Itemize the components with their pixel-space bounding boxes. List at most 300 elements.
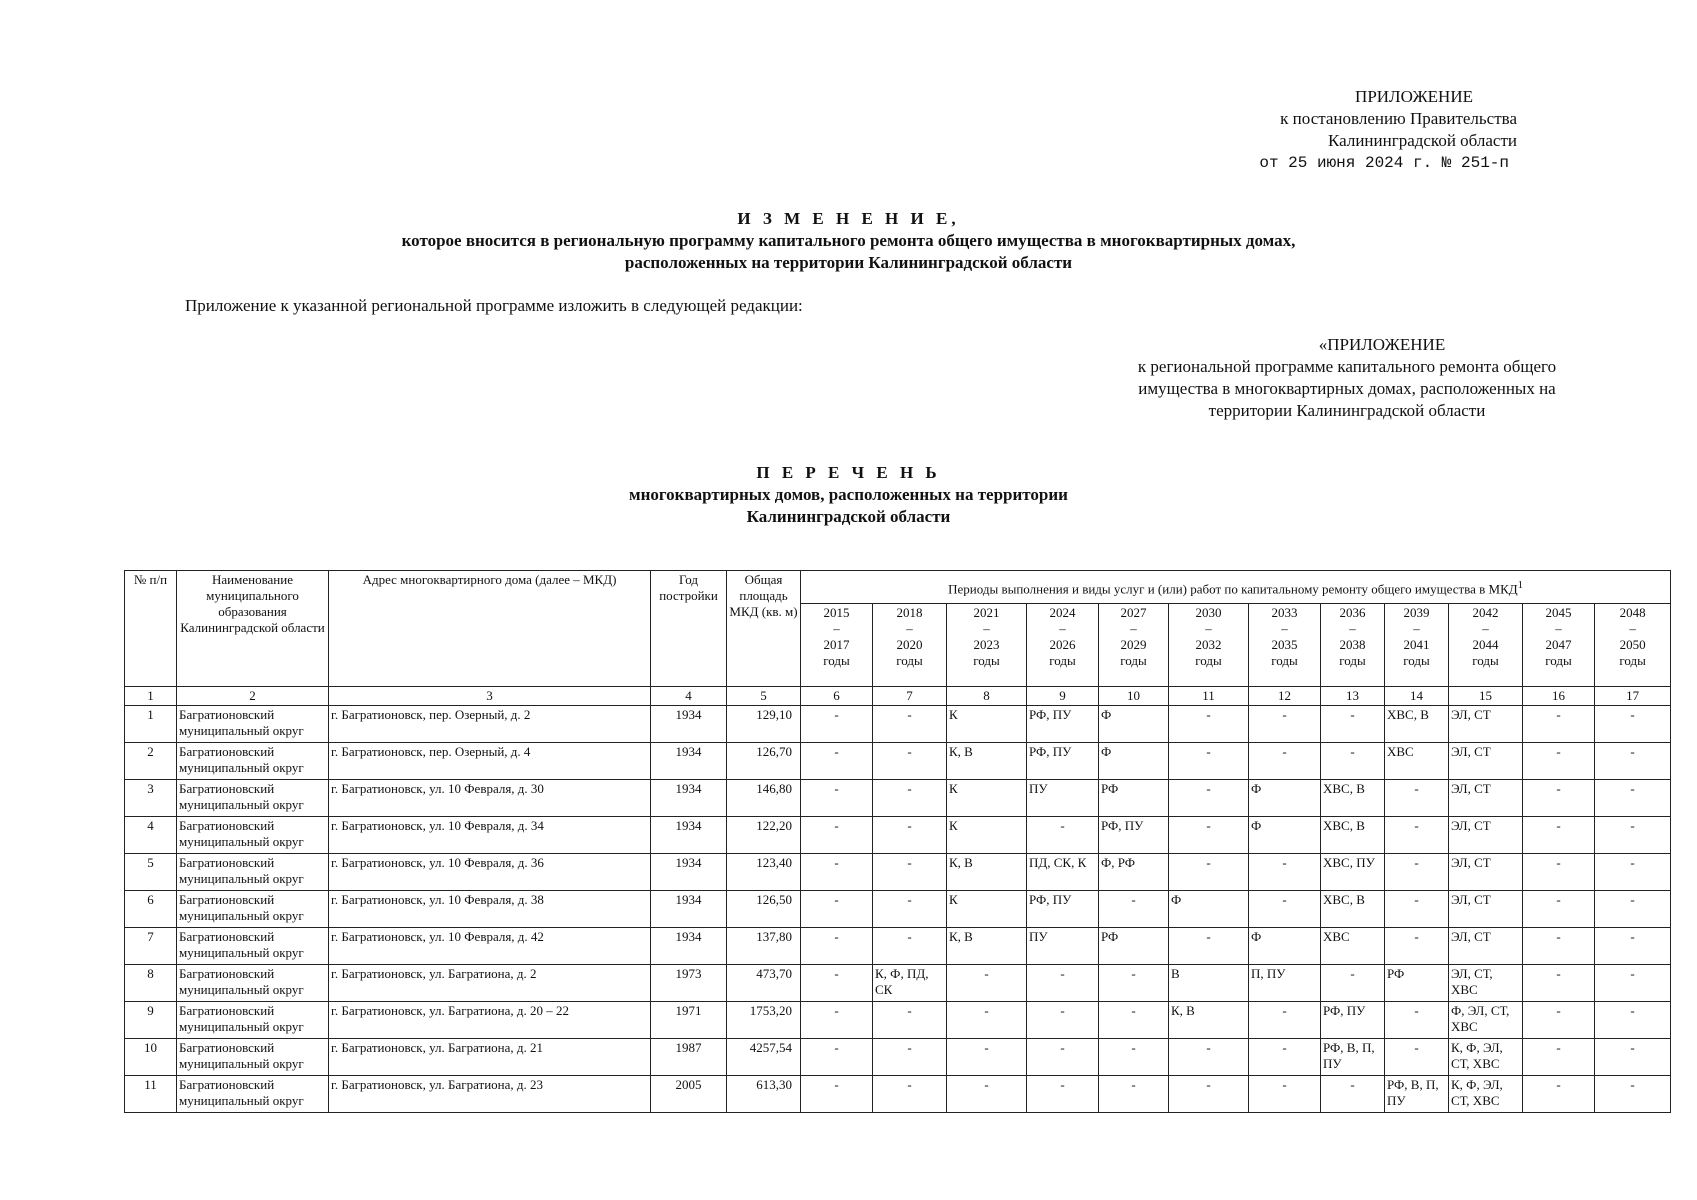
row-period-work: В <box>1169 965 1249 1002</box>
period-start: 2024 <box>1049 605 1076 620</box>
appendix-date: от 25 июня 2024 г. № 251-п <box>1259 154 1509 172</box>
row-area: 137,80 <box>727 928 801 965</box>
period-dash: – <box>1629 621 1636 636</box>
row-period-work: - <box>1595 854 1671 891</box>
column-number: 1 <box>125 687 177 706</box>
table-row <box>125 743 1671 780</box>
period-start: 2033 <box>1271 605 1298 620</box>
row-period-work: Ф <box>1099 706 1169 743</box>
column-number: 4 <box>651 687 727 706</box>
period-start: 2018 <box>896 605 923 620</box>
row-municipality: Багратионовский муниципальный округ <box>177 1039 329 1076</box>
row-period-work: РФ <box>1099 928 1169 965</box>
row-period-work: Ф <box>1169 891 1249 928</box>
row-period-work: - <box>1321 1076 1385 1113</box>
list-line-1: многоквартирных домов, расположенных на территории <box>629 485 1068 504</box>
row-period-work: РФ, ПУ <box>1027 706 1099 743</box>
row-period-work: - <box>801 928 873 965</box>
period-dash: – <box>1555 621 1562 636</box>
row-address: г. Багратионовск, ул. Багратиона, д. 20 – 22 <box>329 1002 651 1039</box>
period-header <box>801 604 873 687</box>
period-start: 2045 <box>1545 605 1572 620</box>
row-address: г. Багратионовск, ул. 10 Февраля, д. 34 <box>329 817 651 854</box>
header-periods-footnote: 1 <box>1517 578 1524 591</box>
period-dash: – <box>1482 621 1489 636</box>
change-title: И З М Е Н Е Н И Е, <box>737 209 960 228</box>
period-dash: – <box>1130 621 1137 636</box>
row-period-work: - <box>1523 1039 1595 1076</box>
row-period-work: Ф <box>1249 817 1321 854</box>
table-row <box>125 1002 1671 1039</box>
row-period-work: РФ, ПУ <box>1099 817 1169 854</box>
row-period-work: К <box>947 706 1027 743</box>
row-period-work: - <box>801 706 873 743</box>
row-period-work: ЭЛ, СТ <box>1449 928 1523 965</box>
table-row <box>125 965 1671 1002</box>
row-period-work: К, Ф, ЭЛ, СТ, ХВС <box>1449 1039 1523 1076</box>
change-line-1: которое вносится в региональную программу капитального ремонта общего имущества в многоквартирных домах, <box>401 231 1296 250</box>
row-period-work: - <box>1595 1039 1671 1076</box>
table-row <box>125 780 1671 817</box>
row-period-work: - <box>1027 1039 1099 1076</box>
row-period-work: - <box>1385 780 1449 817</box>
row-period-work: - <box>873 706 947 743</box>
table-body <box>125 706 1671 1113</box>
row-municipality: Багратионовский муниципальный округ <box>177 965 329 1002</box>
period-dash: – <box>1281 621 1288 636</box>
row-period-work: РФ <box>1385 965 1449 1002</box>
row-period-work: - <box>1321 743 1385 780</box>
period-dash: – <box>983 621 990 636</box>
row-municipality: Багратионовский муниципальный округ <box>177 854 329 891</box>
period-header <box>1099 604 1169 687</box>
row-period-work: - <box>1169 780 1249 817</box>
row-period-work: РФ, ПУ <box>1321 1002 1385 1039</box>
period-end: 2017 <box>823 637 850 652</box>
period-unit: годы <box>1120 653 1147 668</box>
row-period-work: К, Ф, ЭЛ, СТ, ХВС <box>1449 1076 1523 1113</box>
column-number: 10 <box>1099 687 1169 706</box>
row-number: 4 <box>125 817 177 854</box>
period-unit: годы <box>1545 653 1572 668</box>
row-period-work: ЭЛ, СТ <box>1449 854 1523 891</box>
period-unit: годы <box>1472 653 1499 668</box>
row-period-work: Ф <box>1249 780 1321 817</box>
period-unit: годы <box>1339 653 1366 668</box>
column-number: 12 <box>1249 687 1321 706</box>
column-number: 13 <box>1321 687 1385 706</box>
header-periods <box>801 571 1671 604</box>
change-line-2: расположенных на территории Калининградской области <box>624 253 1073 272</box>
row-period-work: РФ, В, П, ПУ <box>1321 1039 1385 1076</box>
row-area: 126,70 <box>727 743 801 780</box>
row-municipality: Багратионовский муниципальный округ <box>177 780 329 817</box>
row-year: 1934 <box>651 780 727 817</box>
row-area: 473,70 <box>727 965 801 1002</box>
row-area: 1753,20 <box>727 1002 801 1039</box>
row-area: 129,10 <box>727 706 801 743</box>
row-year: 1987 <box>651 1039 727 1076</box>
row-period-work: - <box>947 965 1027 1002</box>
table-row <box>125 1076 1671 1113</box>
row-period-work: - <box>801 743 873 780</box>
period-header <box>947 604 1027 687</box>
period-header <box>1523 604 1595 687</box>
row-period-work: ЭЛ, СТ <box>1449 817 1523 854</box>
table-row <box>125 891 1671 928</box>
row-period-work: - <box>1027 1076 1099 1113</box>
row-period-work: - <box>1169 706 1249 743</box>
row-period-work: - <box>801 817 873 854</box>
row-period-work: - <box>873 1076 947 1113</box>
row-municipality: Багратионовский муниципальный округ <box>177 891 329 928</box>
row-municipality: Багратионовский муниципальный округ <box>177 743 329 780</box>
row-period-work: - <box>1595 743 1671 780</box>
period-header <box>873 604 947 687</box>
period-dash: – <box>906 621 913 636</box>
row-period-work: - <box>1595 928 1671 965</box>
row-year: 1973 <box>651 965 727 1002</box>
column-number: 8 <box>947 687 1027 706</box>
row-period-work: - <box>873 1039 947 1076</box>
row-period-work: - <box>1169 854 1249 891</box>
row-period-work: - <box>947 1039 1027 1076</box>
period-unit: годы <box>823 653 850 668</box>
row-period-work: - <box>1169 743 1249 780</box>
period-header <box>1249 604 1321 687</box>
period-end: 2038 <box>1339 637 1366 652</box>
row-period-work: - <box>947 1076 1027 1113</box>
column-number: 2 <box>177 687 329 706</box>
period-end: 2035 <box>1271 637 1298 652</box>
period-start: 2027 <box>1120 605 1147 620</box>
row-number: 3 <box>125 780 177 817</box>
row-period-work: ХВС, В <box>1321 780 1385 817</box>
row-period-work: - <box>1321 965 1385 1002</box>
row-period-work: - <box>1169 1039 1249 1076</box>
row-period-work: - <box>1523 743 1595 780</box>
row-period-work: - <box>873 743 947 780</box>
row-period-work: ПУ <box>1027 780 1099 817</box>
row-period-work: К, В <box>947 743 1027 780</box>
row-period-work: - <box>1385 891 1449 928</box>
column-number: 11 <box>1169 687 1249 706</box>
row-period-work: - <box>1249 1039 1321 1076</box>
row-period-work: К, В <box>947 928 1027 965</box>
period-dash: – <box>833 621 840 636</box>
period-start: 2039 <box>1403 605 1430 620</box>
row-period-work: - <box>1385 1039 1449 1076</box>
row-municipality: Багратионовский муниципальный округ <box>177 706 329 743</box>
row-period-work: К, В <box>947 854 1027 891</box>
row-period-work: РФ, В, П, ПУ <box>1385 1076 1449 1113</box>
program-appendix-line-2: имущества в многоквартирных домах, расположенных на <box>1138 379 1556 398</box>
period-start: 2030 <box>1195 605 1222 620</box>
row-period-work: - <box>1249 891 1321 928</box>
period-unit: годы <box>973 653 1000 668</box>
column-number: 16 <box>1523 687 1595 706</box>
period-header <box>1321 604 1385 687</box>
program-appendix-block <box>1107 334 1587 422</box>
row-municipality: Багратионовский муниципальный округ <box>177 1002 329 1039</box>
row-area: 123,40 <box>727 854 801 891</box>
row-period-work: - <box>1169 928 1249 965</box>
row-year: 1934 <box>651 743 727 780</box>
row-period-work: - <box>1099 1002 1169 1039</box>
period-end: 2041 <box>1403 637 1430 652</box>
appendix-block <box>1197 86 1517 174</box>
period-unit: годы <box>1619 653 1646 668</box>
row-period-work: - <box>1385 928 1449 965</box>
period-start: 2021 <box>973 605 1000 620</box>
row-period-work: - <box>1523 817 1595 854</box>
row-period-work: РФ, ПУ <box>1027 743 1099 780</box>
row-period-work: - <box>1099 1076 1169 1113</box>
row-number: 1 <box>125 706 177 743</box>
row-year: 1934 <box>651 706 727 743</box>
row-area: 146,80 <box>727 780 801 817</box>
row-period-work: ХВС <box>1321 928 1385 965</box>
row-period-work: - <box>1595 1002 1671 1039</box>
row-period-work: - <box>801 891 873 928</box>
row-municipality: Багратионовский муниципальный округ <box>177 1076 329 1113</box>
row-year: 1934 <box>651 854 727 891</box>
row-address: г. Багратионовск, ул. Багратиона, д. 21 <box>329 1039 651 1076</box>
row-period-work: - <box>1523 780 1595 817</box>
row-period-work: К <box>947 817 1027 854</box>
row-period-work: - <box>1169 1076 1249 1113</box>
row-period-work: - <box>873 1002 947 1039</box>
row-period-work: - <box>1523 1002 1595 1039</box>
period-unit: годы <box>1049 653 1076 668</box>
row-period-work: К <box>947 780 1027 817</box>
period-dash: – <box>1205 621 1212 636</box>
row-period-work: - <box>801 780 873 817</box>
buildings-table <box>124 570 1671 1113</box>
row-period-work: К, Ф, ПД, СК <box>873 965 947 1002</box>
row-municipality: Багратионовский муниципальный округ <box>177 817 329 854</box>
row-year: 1934 <box>651 928 727 965</box>
period-end: 2047 <box>1545 637 1572 652</box>
row-period-work: Ф <box>1249 928 1321 965</box>
period-header <box>1169 604 1249 687</box>
row-period-work: - <box>1523 965 1595 1002</box>
header-year: Год постройки <box>651 571 727 687</box>
period-start: 2042 <box>1472 605 1499 620</box>
row-period-work: - <box>1027 817 1099 854</box>
table-row <box>125 854 1671 891</box>
row-period-work: - <box>1595 965 1671 1002</box>
row-address: г. Багратионовск, пер. Озерный, д. 2 <box>329 706 651 743</box>
column-number: 5 <box>727 687 801 706</box>
row-period-work: - <box>1249 1002 1321 1039</box>
row-period-work: - <box>1595 706 1671 743</box>
column-number: 6 <box>801 687 873 706</box>
list-line-2: Калининградской области <box>746 507 951 526</box>
period-header <box>1595 604 1671 687</box>
header-municipality: Наименование муниципального образования Калининградской области <box>177 571 329 687</box>
row-period-work: ЭЛ, СТ <box>1449 780 1523 817</box>
row-period-work: - <box>1523 928 1595 965</box>
row-year: 1971 <box>651 1002 727 1039</box>
appendix-line-1: к постановлению Правительства <box>1280 109 1517 128</box>
row-period-work: - <box>801 854 873 891</box>
period-end: 2029 <box>1120 637 1147 652</box>
row-period-work: - <box>801 1076 873 1113</box>
row-area: 4257,54 <box>727 1039 801 1076</box>
column-number: 9 <box>1027 687 1099 706</box>
period-unit: годы <box>896 653 923 668</box>
period-dash: – <box>1059 621 1066 636</box>
row-period-work: - <box>1595 891 1671 928</box>
row-period-work: - <box>1249 706 1321 743</box>
row-period-work: - <box>1027 1002 1099 1039</box>
row-address: г. Багратионовск, ул. Багратиона, д. 23 <box>329 1076 651 1113</box>
row-period-work: - <box>1027 965 1099 1002</box>
column-number: 3 <box>329 687 651 706</box>
row-period-work: ХВС, ПУ <box>1321 854 1385 891</box>
period-end: 2050 <box>1619 637 1646 652</box>
row-period-work: Ф, РФ <box>1099 854 1169 891</box>
row-address: г. Багратионовск, пер. Озерный, д. 4 <box>329 743 651 780</box>
row-number: 9 <box>125 1002 177 1039</box>
row-period-work: - <box>1099 891 1169 928</box>
row-period-work: ЭЛ, СТ, ХВС <box>1449 965 1523 1002</box>
row-period-work: - <box>1385 854 1449 891</box>
row-period-work: - <box>1249 743 1321 780</box>
row-area: 122,20 <box>727 817 801 854</box>
period-header <box>1449 604 1523 687</box>
row-period-work: - <box>801 1039 873 1076</box>
row-period-work: - <box>1099 965 1169 1002</box>
list-heading <box>0 462 1697 528</box>
appendix-line-2: Калининградской области <box>1328 131 1517 150</box>
row-period-work: РФ, ПУ <box>1027 891 1099 928</box>
row-period-work: ХВС <box>1385 743 1449 780</box>
row-period-work: ЭЛ, СТ <box>1449 706 1523 743</box>
row-period-work: ХВС, В <box>1385 706 1449 743</box>
row-address: г. Багратионовск, ул. 10 Февраля, д. 36 <box>329 854 651 891</box>
program-appendix-line-1: к региональной программе капитального ремонта общего <box>1137 357 1557 376</box>
row-period-work: ПД, СК, К <box>1027 854 1099 891</box>
row-period-work: - <box>1249 854 1321 891</box>
column-number-row <box>125 687 1671 706</box>
row-period-work: К <box>947 891 1027 928</box>
table-row <box>125 1039 1671 1076</box>
row-address: г. Багратионовск, ул. Багратиона, д. 2 <box>329 965 651 1002</box>
header-address: Адрес многоквартирного дома (далее – МКД) <box>329 571 651 687</box>
period-dash: – <box>1413 621 1420 636</box>
row-number: 8 <box>125 965 177 1002</box>
row-period-work: П, ПУ <box>1249 965 1321 1002</box>
column-number: 15 <box>1449 687 1523 706</box>
row-period-work: Ф, ЭЛ, СТ, ХВС <box>1449 1002 1523 1039</box>
row-period-work: К, В <box>1169 1002 1249 1039</box>
row-period-work: - <box>1595 780 1671 817</box>
row-period-work: - <box>873 780 947 817</box>
period-header <box>1027 604 1099 687</box>
row-period-work: - <box>1169 817 1249 854</box>
appendix-title: ПРИЛОЖЕНИЕ <box>1355 87 1473 106</box>
row-period-work: - <box>873 928 947 965</box>
period-start: 2048 <box>1619 605 1646 620</box>
column-number: 14 <box>1385 687 1449 706</box>
row-address: г. Багратионовск, ул. 10 Февраля, д. 38 <box>329 891 651 928</box>
column-number: 7 <box>873 687 947 706</box>
period-header <box>1385 604 1449 687</box>
row-year: 1934 <box>651 817 727 854</box>
row-area: 613,30 <box>727 1076 801 1113</box>
row-period-work: ЭЛ, СТ <box>1449 743 1523 780</box>
row-year: 2005 <box>651 1076 727 1113</box>
change-heading <box>0 208 1697 274</box>
row-period-work: ЭЛ, СТ <box>1449 891 1523 928</box>
program-appendix-line-3: территории Калининградской области <box>1208 401 1486 420</box>
row-period-work: - <box>1523 854 1595 891</box>
row-number: 10 <box>125 1039 177 1076</box>
row-period-work: - <box>1385 1002 1449 1039</box>
period-end: 2023 <box>973 637 1000 652</box>
header-area: Общая площадь МКД (кв. м) <box>727 571 801 687</box>
header-periods-title: Периоды выполнения и виды услуг и (или) работ по капитальному ремонту общего имущества в МКД <box>948 581 1518 597</box>
row-number: 7 <box>125 928 177 965</box>
row-period-work: - <box>1523 1076 1595 1113</box>
row-period-work: - <box>947 1002 1027 1039</box>
row-period-work: - <box>1523 706 1595 743</box>
period-unit: годы <box>1271 653 1298 668</box>
column-number: 17 <box>1595 687 1671 706</box>
program-appendix-title: «ПРИЛОЖЕНИЕ <box>1318 335 1446 354</box>
row-period-work: - <box>1595 1076 1671 1113</box>
row-period-work: - <box>1385 817 1449 854</box>
period-unit: годы <box>1403 653 1430 668</box>
row-period-work: - <box>873 817 947 854</box>
period-start: 2015 <box>823 605 850 620</box>
row-period-work: ХВС, В <box>1321 817 1385 854</box>
row-period-work: - <box>801 965 873 1002</box>
period-unit: годы <box>1195 653 1222 668</box>
row-period-work: - <box>1249 1076 1321 1113</box>
table-row <box>125 928 1671 965</box>
row-address: г. Багратионовск, ул. 10 Февраля, д. 30 <box>329 780 651 817</box>
period-end: 2032 <box>1195 637 1222 652</box>
instruction-text: Приложение к указанной региональной программе изложить в следующей редакции: <box>185 296 803 315</box>
row-municipality: Багратионовский муниципальный округ <box>177 928 329 965</box>
table-row <box>125 817 1671 854</box>
row-period-work: ХВС, В <box>1321 891 1385 928</box>
period-dash: – <box>1349 621 1356 636</box>
row-number: 2 <box>125 743 177 780</box>
row-period-work: - <box>1321 706 1385 743</box>
row-period-work: РФ <box>1099 780 1169 817</box>
row-year: 1934 <box>651 891 727 928</box>
row-period-work: ПУ <box>1027 928 1099 965</box>
list-title: П Е Р Е Ч Е Н Ь <box>756 463 941 482</box>
row-period-work: Ф <box>1099 743 1169 780</box>
period-end: 2026 <box>1049 637 1076 652</box>
row-number: 11 <box>125 1076 177 1113</box>
row-period-work: - <box>801 1002 873 1039</box>
row-area: 126,50 <box>727 891 801 928</box>
row-number: 6 <box>125 891 177 928</box>
row-period-work: - <box>1595 817 1671 854</box>
period-start: 2036 <box>1339 605 1366 620</box>
row-address: г. Багратионовск, ул. 10 Февраля, д. 42 <box>329 928 651 965</box>
header-num: № п/п <box>125 571 177 687</box>
row-period-work: - <box>1099 1039 1169 1076</box>
row-period-work: - <box>873 891 947 928</box>
row-period-work: - <box>1523 891 1595 928</box>
